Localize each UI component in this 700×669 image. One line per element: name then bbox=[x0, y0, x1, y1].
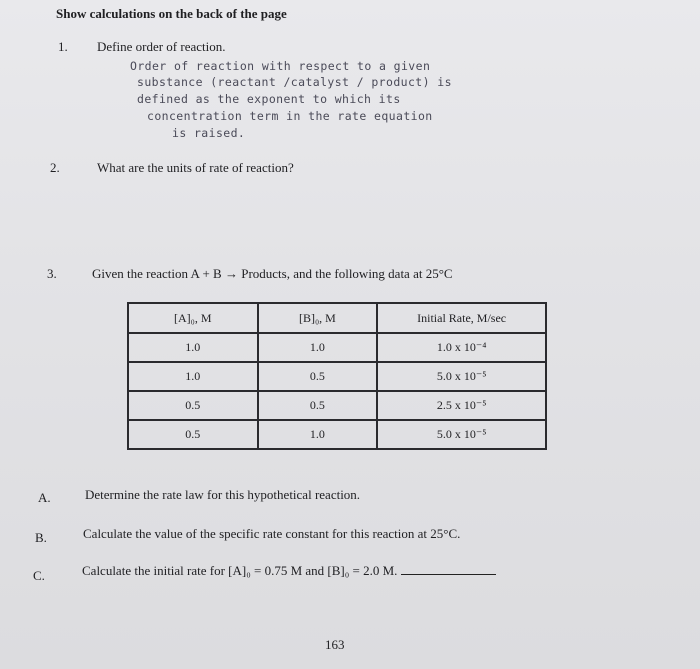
table-row bbox=[128, 362, 546, 391]
cell-b: 1.0 bbox=[258, 333, 378, 362]
page-number: 163 bbox=[325, 637, 345, 652]
question-1-number: 1. bbox=[58, 39, 68, 54]
question-3-number: 3. bbox=[47, 266, 57, 281]
handwritten-line-3: defined as the exponent to which its bbox=[137, 92, 401, 106]
rate-data-table bbox=[127, 302, 547, 450]
table-row bbox=[128, 333, 546, 362]
cell-a: 1.0 bbox=[128, 333, 258, 362]
handwritten-line-5: is raised. bbox=[172, 126, 246, 140]
subquestion-a-text: Determine the rate law for this hypothetical reaction. bbox=[85, 487, 361, 502]
answer-blank-line[interactable] bbox=[401, 564, 496, 575]
subquestion-b-text: Calculate the value of the specific rate constant for this reaction at 25°C. bbox=[83, 526, 461, 541]
subquestion-b-letter: B. bbox=[35, 530, 47, 545]
header-initial-rate: Initial Rate, M/sec bbox=[377, 303, 546, 333]
cell-a: 0.5 bbox=[128, 391, 258, 420]
subquestion-c-text: Calculate the initial rate for [A]₀ = 0.75 M and [B]₀ = 2.0 M. bbox=[82, 563, 398, 578]
header-b-concentration: [B]₀, M bbox=[258, 303, 378, 333]
table-header-row bbox=[128, 303, 546, 333]
handwritten-line-4: concentration term in the rate equation bbox=[147, 109, 433, 123]
cell-rate: 2.5 x 10⁻⁵ bbox=[377, 391, 546, 420]
table-row bbox=[128, 420, 546, 449]
cell-a: 1.0 bbox=[128, 362, 258, 391]
header-a-concentration: [A]₀, M bbox=[128, 303, 258, 333]
cell-rate: 5.0 x 10⁻⁵ bbox=[377, 420, 546, 449]
question-1-text: Define order of reaction. bbox=[97, 39, 226, 54]
subquestion-c-letter: C. bbox=[33, 568, 45, 583]
subquestion-c-row bbox=[82, 563, 496, 579]
table-row bbox=[128, 391, 546, 420]
handwritten-line-2: substance (reactant /catalyst / product) is bbox=[137, 75, 452, 89]
handwritten-line-1: Order of reaction with respect to a given bbox=[130, 59, 431, 73]
cell-b: 0.5 bbox=[258, 362, 378, 391]
cell-rate: 1.0 x 10⁻⁴ bbox=[377, 333, 546, 362]
cell-a: 0.5 bbox=[128, 420, 258, 449]
cell-b: 1.0 bbox=[258, 420, 378, 449]
subquestion-a-letter: A. bbox=[38, 490, 51, 505]
page-header: Show calculations on the back of the page bbox=[56, 6, 287, 21]
cell-b: 0.5 bbox=[258, 391, 378, 420]
question-3-text: Given the reaction A + B → Products, and the following data at 25°C bbox=[92, 266, 453, 281]
question-2-number: 2. bbox=[50, 160, 60, 175]
question-2-text: What are the units of rate of reaction? bbox=[97, 160, 294, 175]
cell-rate: 5.0 x 10⁻⁵ bbox=[377, 362, 546, 391]
